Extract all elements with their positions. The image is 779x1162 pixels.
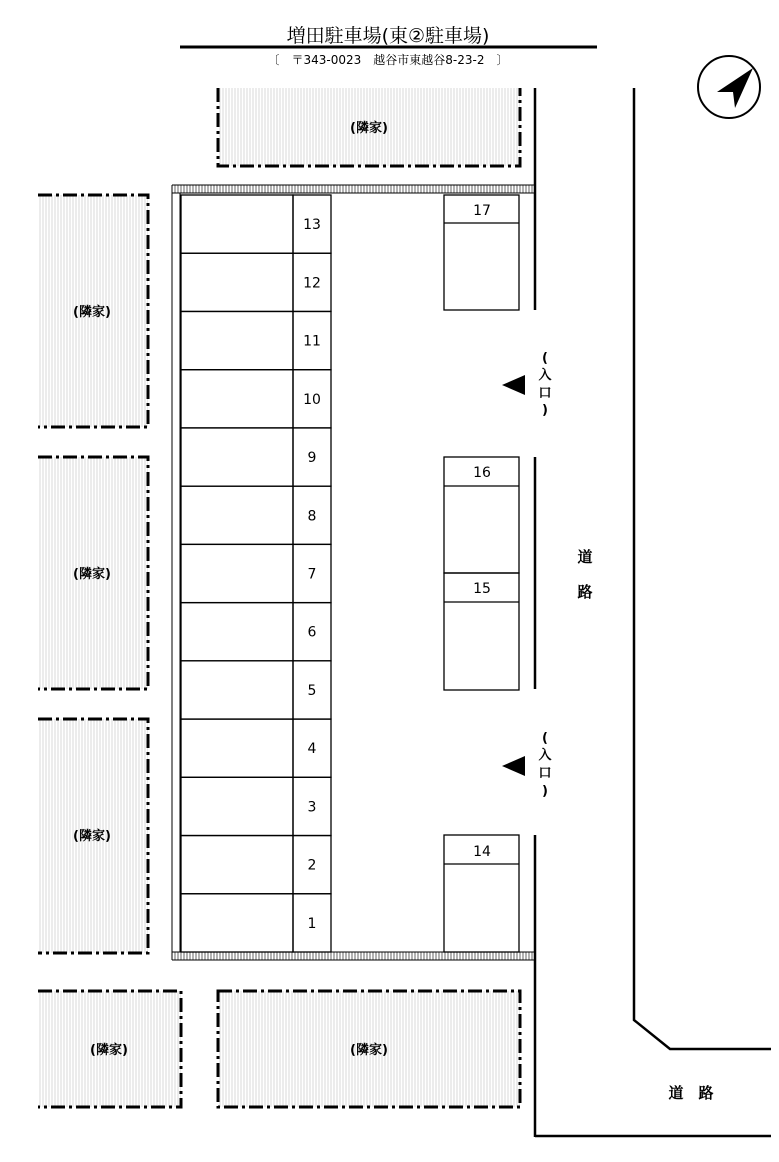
parking-space-13	[181, 195, 331, 253]
space-number: 1	[307, 915, 317, 932]
entrance-char-2: 口	[538, 386, 552, 401]
space-number: 5	[307, 682, 317, 699]
parking-space-10	[181, 370, 331, 428]
entrance-char-2: 口	[538, 766, 552, 781]
parking-space-3	[181, 777, 331, 835]
road-label-char-1: 道	[577, 548, 593, 566]
parking-space-5	[181, 661, 331, 719]
parking-space-15	[444, 573, 519, 690]
space-number: 16	[473, 465, 491, 481]
neighbor-label: (隣家)	[350, 121, 388, 136]
space-number: 12	[303, 275, 321, 292]
parking-space-12	[181, 253, 331, 311]
neighbor-label: (隣家)	[73, 829, 111, 844]
space-number: 14	[473, 844, 491, 860]
parking-space-1	[181, 894, 331, 952]
parking-space-11	[181, 311, 331, 369]
space-number: 9	[307, 450, 317, 467]
address-text: 〔 〒343-0023 越谷市東越谷8-23-2 〕	[267, 53, 509, 67]
parking-space-4	[181, 719, 331, 777]
space-number: 15	[473, 581, 491, 597]
road-label-horizontal: 道 路	[668, 1084, 714, 1102]
parking-space-17	[444, 195, 519, 310]
neighbor-house-bottom-left	[38, 991, 181, 1107]
entrance-paren-close: )	[542, 784, 548, 799]
entrance-lower	[502, 731, 552, 799]
parking-space-14	[444, 835, 519, 952]
neighbor-house-left-2	[38, 457, 148, 689]
road-label-char-2: 路	[577, 583, 593, 601]
space-number: 17	[473, 203, 491, 219]
space-number: 11	[303, 333, 321, 350]
space-number: 2	[307, 857, 317, 874]
neighbor-house-left-1	[38, 195, 148, 427]
neighbor-house-top	[218, 88, 520, 166]
entrance-arrow-icon	[502, 756, 525, 776]
parking-space-9	[181, 428, 331, 486]
north-arrow-icon	[698, 56, 760, 118]
space-number: 7	[307, 566, 317, 583]
space-number: 10	[303, 391, 321, 408]
entrance-paren-open: (	[542, 731, 548, 746]
neighbor-label: (隣家)	[73, 567, 111, 582]
entrance-upper	[502, 351, 552, 418]
road-edges	[535, 88, 771, 1137]
entrance-char-1: 入	[538, 748, 552, 763]
entrance-char-1: 入	[538, 368, 552, 383]
space-number: 3	[307, 799, 317, 816]
neighbor-house-bottom-center	[218, 991, 520, 1107]
space-number: 8	[307, 508, 317, 525]
space-number: 6	[307, 624, 317, 641]
space-number: 13	[303, 217, 321, 234]
parking-space-7	[181, 544, 331, 602]
neighbor-label: (隣家)	[90, 1043, 128, 1058]
space-number: 4	[307, 741, 317, 758]
neighbor-label: (隣家)	[73, 305, 111, 320]
page-title: 増田駐車場(東②駐車場)	[286, 25, 490, 47]
left-parking-row	[181, 195, 331, 952]
parking-space-8	[181, 486, 331, 544]
entrance-arrow-icon	[502, 375, 525, 395]
parking-space-16	[444, 457, 519, 573]
parking-space-6	[181, 603, 331, 661]
neighbor-house-left-3	[38, 719, 148, 953]
entrance-paren-open: (	[542, 351, 548, 366]
parking-space-2	[181, 836, 331, 894]
entrance-paren-close: )	[542, 403, 548, 418]
neighbor-label: (隣家)	[350, 1043, 388, 1058]
